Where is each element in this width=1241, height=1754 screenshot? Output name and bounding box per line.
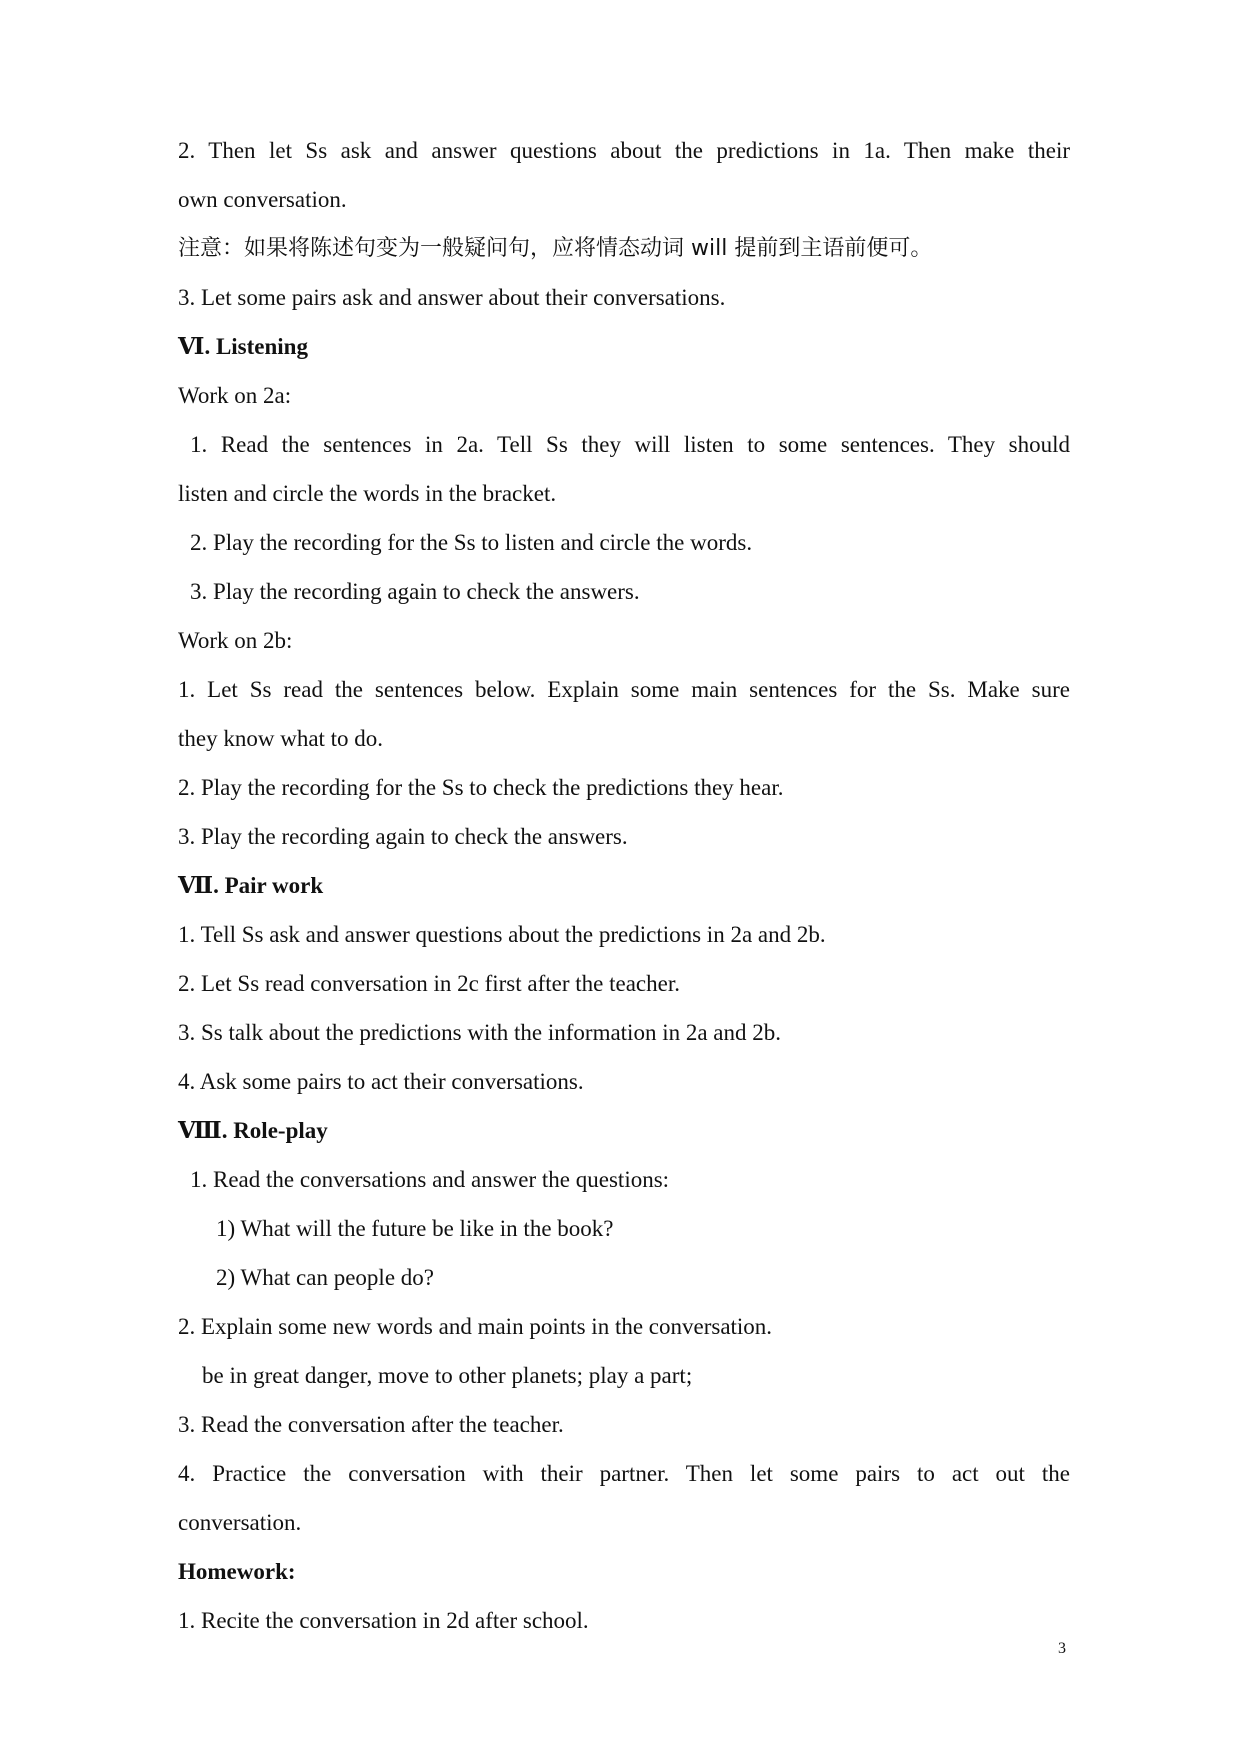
body-text-line: 1. Let Ss read the sentences below. Explain some main sentences for the Ss. Make sure [178, 677, 1070, 702]
body-text-line: conversation. [178, 1510, 302, 1535]
body-text-line: 4. Ask some pairs to act their conversations. [178, 1069, 584, 1094]
subheading-work-on-2a: Work on 2a: [178, 383, 292, 408]
body-text-line: 3. Let some pairs ask and answer about their conversations. [178, 285, 726, 310]
body-text-line: 3. Ss talk about the predictions with the information in 2a and 2b. [178, 1020, 782, 1045]
chinese-note-line: 注意：如果将陈述句变为一般疑问句，应将情态动词 will 提前到主语前便可。 [178, 236, 933, 261]
body-text-line: 1. Tell Ss ask and answer questions about the predictions in 2a and 2b. [178, 922, 826, 947]
body-text-line: 1. Read the sentences in 2a. Tell Ss they will listen to some sentences. They should [190, 432, 1070, 457]
question-line: 2) What can people do? [216, 1265, 434, 1290]
body-text-line: own conversation. [178, 187, 347, 212]
body-text-line: 2. Play the recording for the Ss to check the predictions they hear. [178, 775, 784, 800]
vocabulary-line: be in great danger, move to other planets; play a part; [202, 1363, 693, 1388]
page-content [178, 126, 1070, 1645]
body-text-line: 1. Recite the conversation in 2d after school. [178, 1608, 589, 1633]
subheading-work-on-2b: Work on 2b: [178, 628, 293, 653]
body-text-line: 2. Play the recording for the Ss to listen and circle the words. [190, 530, 753, 555]
body-text-line: 2. Let Ss read conversation in 2c first after the teacher. [178, 971, 680, 996]
section-heading-role-play: Ⅷ. Role-play [178, 1118, 328, 1143]
body-text-line: 2. Explain some new words and main points in the conversation. [178, 1314, 773, 1339]
body-text-line: 3. Play the recording again to check the answers. [190, 579, 640, 604]
body-text-line: listen and circle the words in the bracket. [178, 481, 557, 506]
body-text-line: 1. Read the conversations and answer the questions: [190, 1167, 670, 1192]
body-text-line: 3. Play the recording again to check the answers. [178, 824, 628, 849]
section-heading-homework: Homework: [178, 1559, 296, 1584]
body-text-line: they know what to do. [178, 726, 384, 751]
section-heading-pair-work: Ⅶ. Pair work [178, 873, 324, 898]
body-text-line: 2. Then let Ss ask and answer questions about the predictions in 1a. Then make their [178, 138, 1070, 163]
page-number: 3 [1058, 1640, 1066, 1657]
body-text-line: 3. Read the conversation after the teacher. [178, 1412, 564, 1437]
section-heading-listening: Ⅵ. Listening [178, 334, 308, 359]
body-text-line: 4. Practice the conversation with their partner. Then let some pairs to act out the [178, 1461, 1070, 1486]
question-line: 1) What will the future be like in the book? [216, 1216, 614, 1241]
